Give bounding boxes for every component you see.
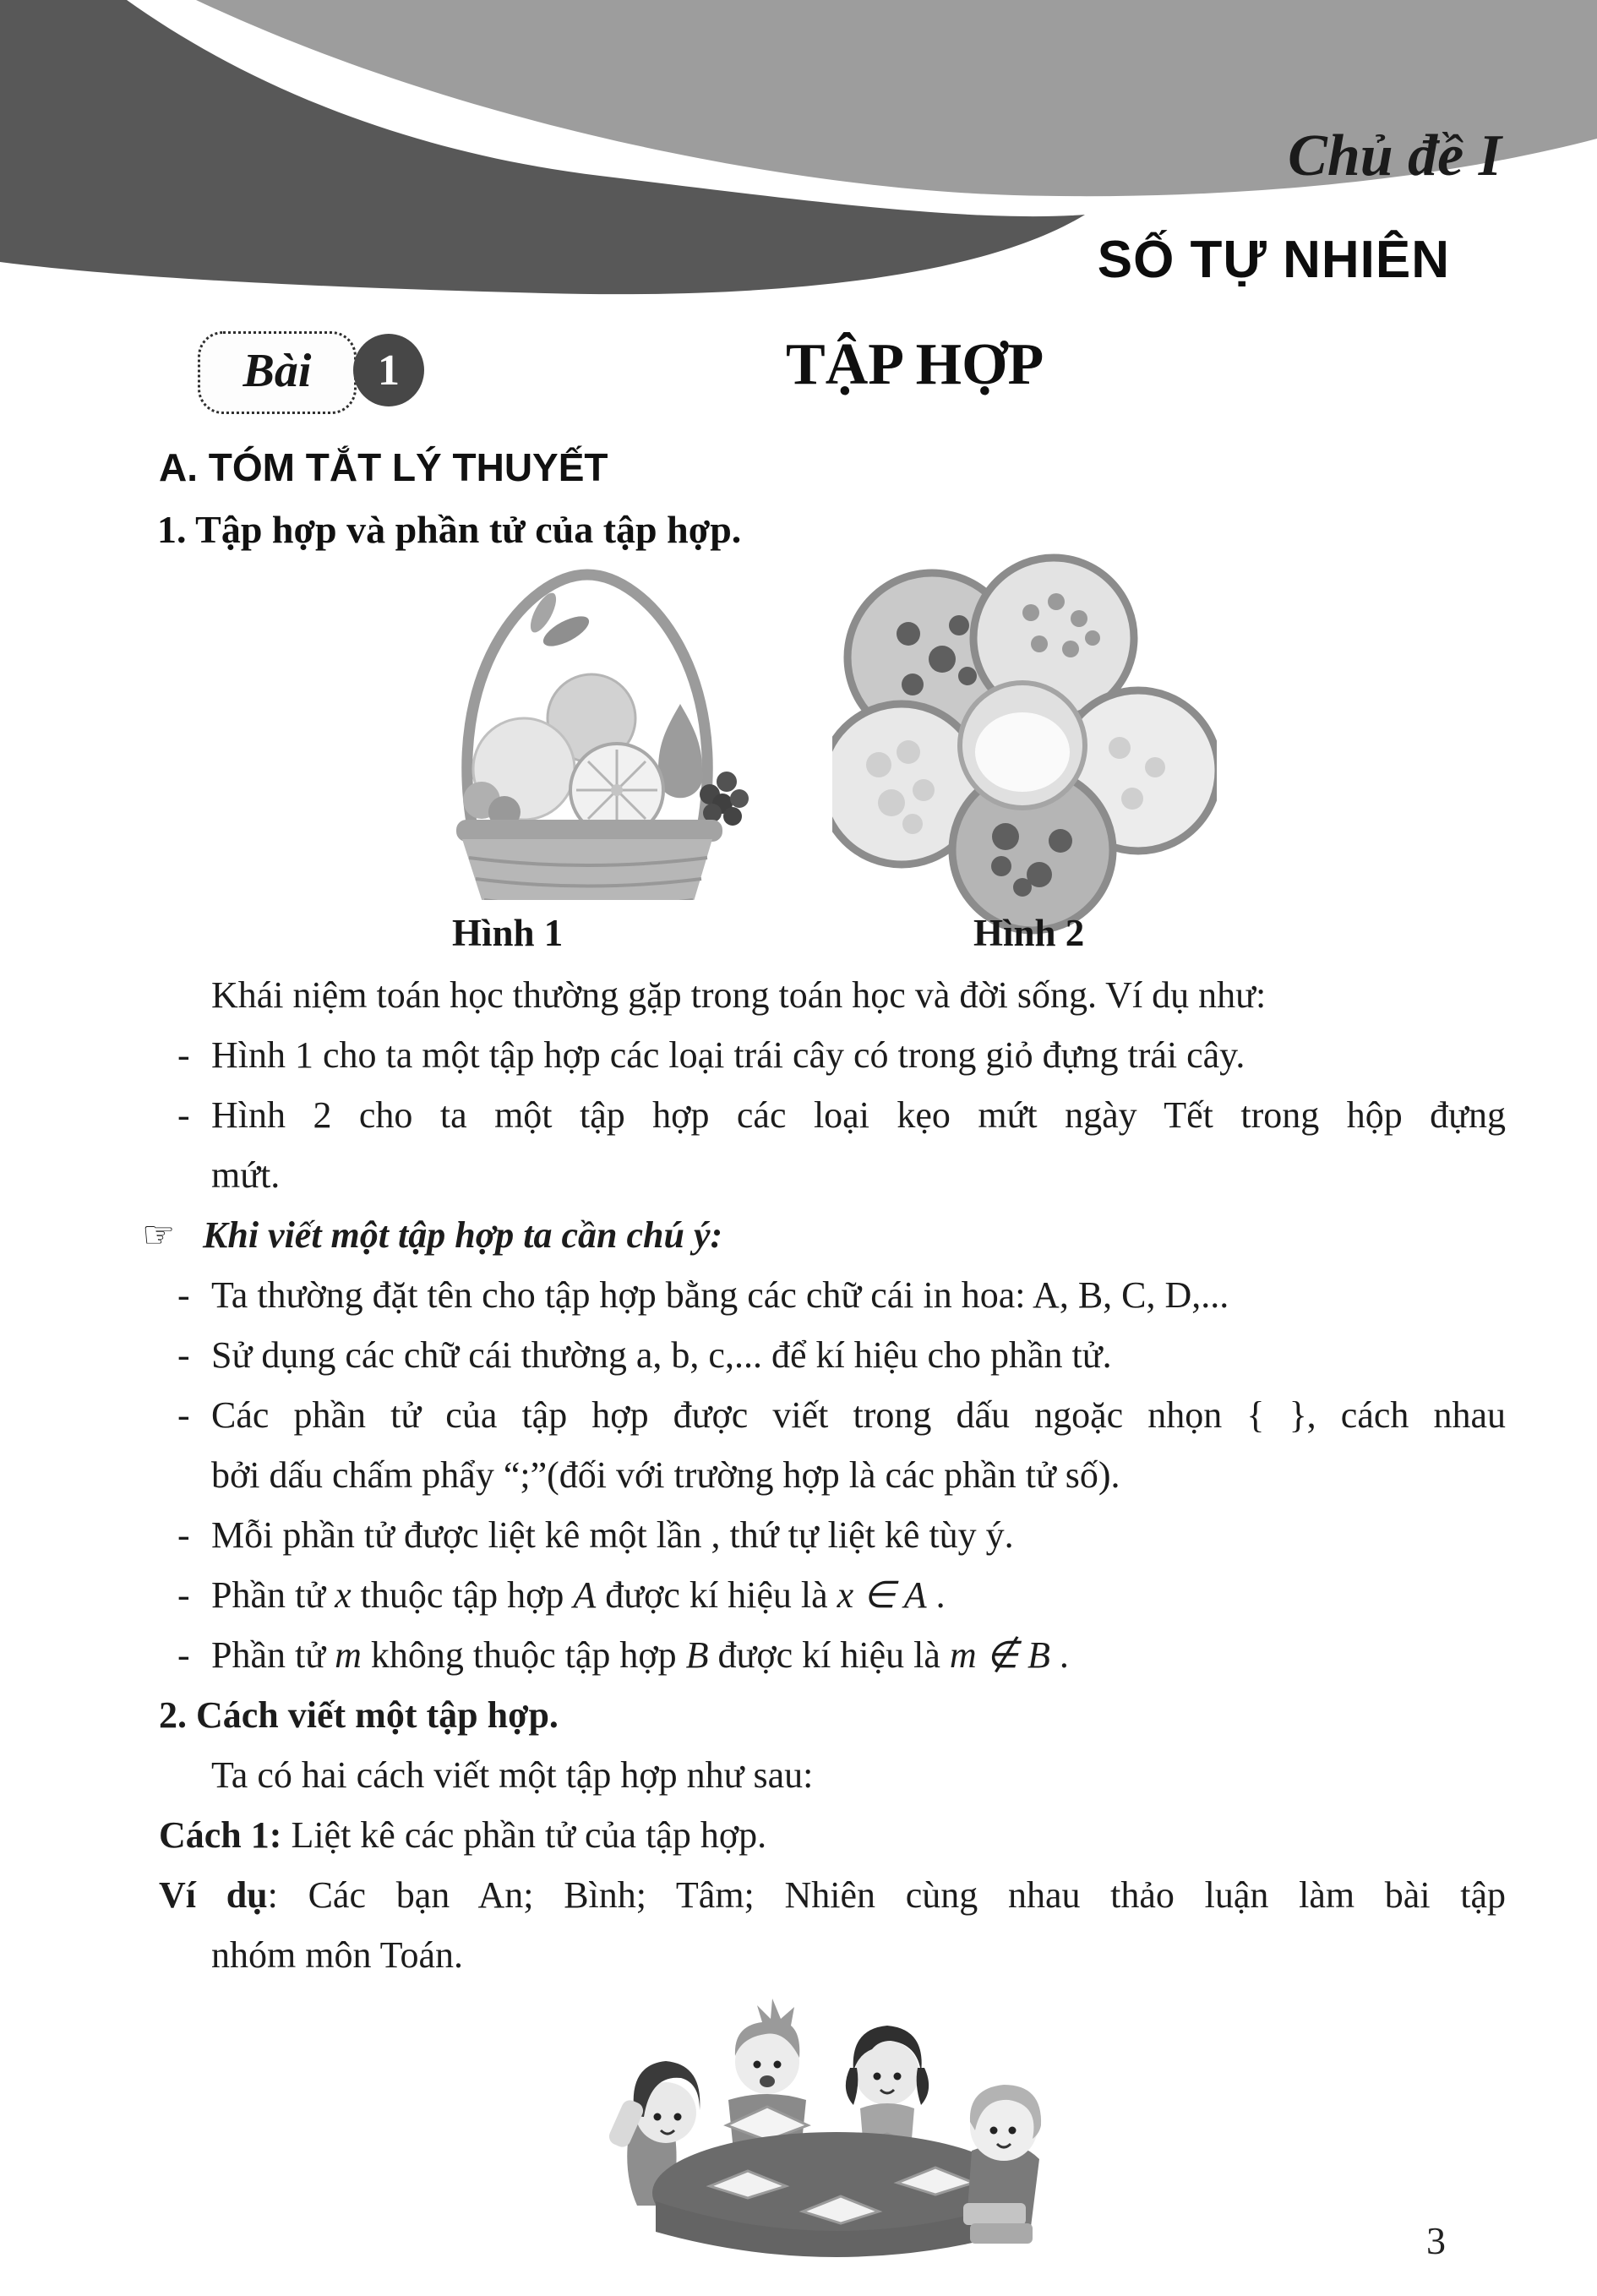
note-line — [142, 1205, 1489, 1265]
basket-rim — [456, 820, 722, 842]
bullet-dash: - — [177, 1394, 190, 1436]
bullet-line — [159, 1505, 1506, 1565]
intro-paragraph — [159, 965, 1506, 1025]
line-text: mứt. — [211, 1154, 281, 1196]
bullet-line — [159, 1325, 1506, 1385]
bullet-line — [159, 1025, 1506, 1085]
math-var: m — [335, 1634, 362, 1676]
continuation-line — [159, 1145, 1506, 1205]
page-number: 3 — [1426, 2219, 1446, 2262]
figure-candy-box — [832, 549, 1217, 946]
boy2-book-stack — [970, 2223, 1033, 2244]
line-text: . — [926, 1574, 946, 1616]
section-heading-a: A. TÓM TẮT LÝ THUYẾT — [159, 445, 608, 489]
line-text: nhóm môn Toán. — [211, 1934, 463, 1976]
math-var: A — [573, 1574, 597, 1616]
boy2-book-stack — [963, 2203, 1026, 2225]
bullet-dash: - — [177, 1274, 190, 1316]
paragraph-line — [159, 1745, 1506, 1805]
note-text: Khi viết một tập hợp ta cần chú ý: — [203, 1214, 723, 1256]
bullet-dash: - — [177, 1514, 190, 1556]
continuation-line — [159, 1925, 1506, 1985]
subsection-heading-1: 1. Tập hợp và phần tử của tập hợp. — [157, 508, 742, 551]
line-text: Ta có hai cách viết một tập hợp như sau: — [211, 1754, 814, 1796]
line-text: thuộc tập hợp — [351, 1574, 574, 1616]
line-text: Hình 2 cho ta một tập hợp các loại kẹo mứt ngày Tết trong hộp đựng — [211, 1094, 1506, 1136]
subsection-heading-2 — [159, 1685, 1506, 1745]
math-expression: x ∈ A — [837, 1574, 927, 1616]
line-text: Khái niệm toán học thường gặp trong toán học và đời sống. Ví dụ như: — [211, 974, 1267, 1016]
line-text: Phần tử — [211, 1574, 335, 1616]
lesson-badge-label: Bài — [243, 345, 312, 397]
students-illustration — [600, 1990, 1073, 2277]
figure-caption-2: Hình 2 — [973, 912, 1085, 954]
heading-text: 2. Cách viết một tập hợp. — [159, 1694, 559, 1736]
bullet-line — [159, 1385, 1506, 1445]
math-var: B — [685, 1634, 709, 1676]
figure-caption-1: Hình 1 — [452, 912, 564, 954]
line-text: Các phần tử của tập hợp được viết trong dấu ngoặc nhọn { }, cách nhau — [211, 1394, 1506, 1436]
line-text: được kí hiệu là — [708, 1634, 950, 1676]
line-text: Ta thường đặt tên cho tập hợp bằng các chữ cái in hoa: A, B, C, D,... — [211, 1274, 1229, 1316]
figure-fruit-basket — [410, 554, 765, 900]
lesson-badge — [198, 331, 357, 414]
method-1-line — [159, 1805, 1506, 1865]
pointing-hand-icon: ☞ — [142, 1213, 176, 1257]
bullet-dash: - — [177, 1334, 190, 1376]
line-text: không thuộc tập hợp — [361, 1634, 686, 1676]
line-text: . — [1049, 1634, 1069, 1676]
line-text: : Các bạn An; Bình; Tâm; Nhiên cùng nhau thảo luận làm bài tập — [267, 1874, 1506, 1916]
continuation-line — [159, 1445, 1506, 1505]
math-var: x — [335, 1574, 352, 1616]
example-line — [159, 1865, 1506, 1925]
line-text: Mỗi phần tử được liệt kê một lần , thứ tự liệt kê tùy ý. — [211, 1514, 1014, 1556]
bullet-dash: - — [177, 1094, 190, 1136]
method-label: Cách 1: — [159, 1814, 282, 1856]
orange-center — [611, 784, 623, 796]
candy-center-bowl-inner — [975, 712, 1070, 792]
line-text: Liệt kê các phần tử của tập hợp. — [281, 1814, 767, 1856]
topic-label: Chủ đề I — [1288, 123, 1502, 188]
bullet-line-nonmembership — [159, 1625, 1506, 1685]
line-text: Hình 1 cho ta một tập hợp các loại trái cây có trong giỏ đựng trái cây. — [211, 1034, 1245, 1076]
bullet-dash: - — [177, 1574, 190, 1616]
line-text: Sử dụng các chữ cái thường a, b, c,... để kí hiệu cho phần tử. — [211, 1334, 1112, 1376]
math-expression: m ∉ B — [949, 1634, 1050, 1676]
bullet-dash: - — [177, 1034, 190, 1076]
basket-body — [462, 839, 712, 900]
line-text: Phần tử — [211, 1634, 335, 1676]
example-label: Ví dụ — [159, 1874, 268, 1916]
lesson-title: TẬP HỢP — [786, 332, 1044, 397]
bullet-line — [159, 1085, 1506, 1145]
bullet-line-membership — [159, 1565, 1506, 1625]
line-text: bởi dấu chấm phẩy “;”(đối với trường hợp là các phần tử số). — [211, 1454, 1120, 1496]
subject-title: SỐ TỰ NHIÊN — [1097, 231, 1450, 289]
lesson-number-circle — [353, 334, 424, 406]
bullet-dash: - — [177, 1634, 190, 1676]
lesson-number: 1 — [378, 346, 400, 395]
bullet-line — [159, 1265, 1506, 1325]
line-text: được kí hiệu là — [596, 1574, 837, 1616]
